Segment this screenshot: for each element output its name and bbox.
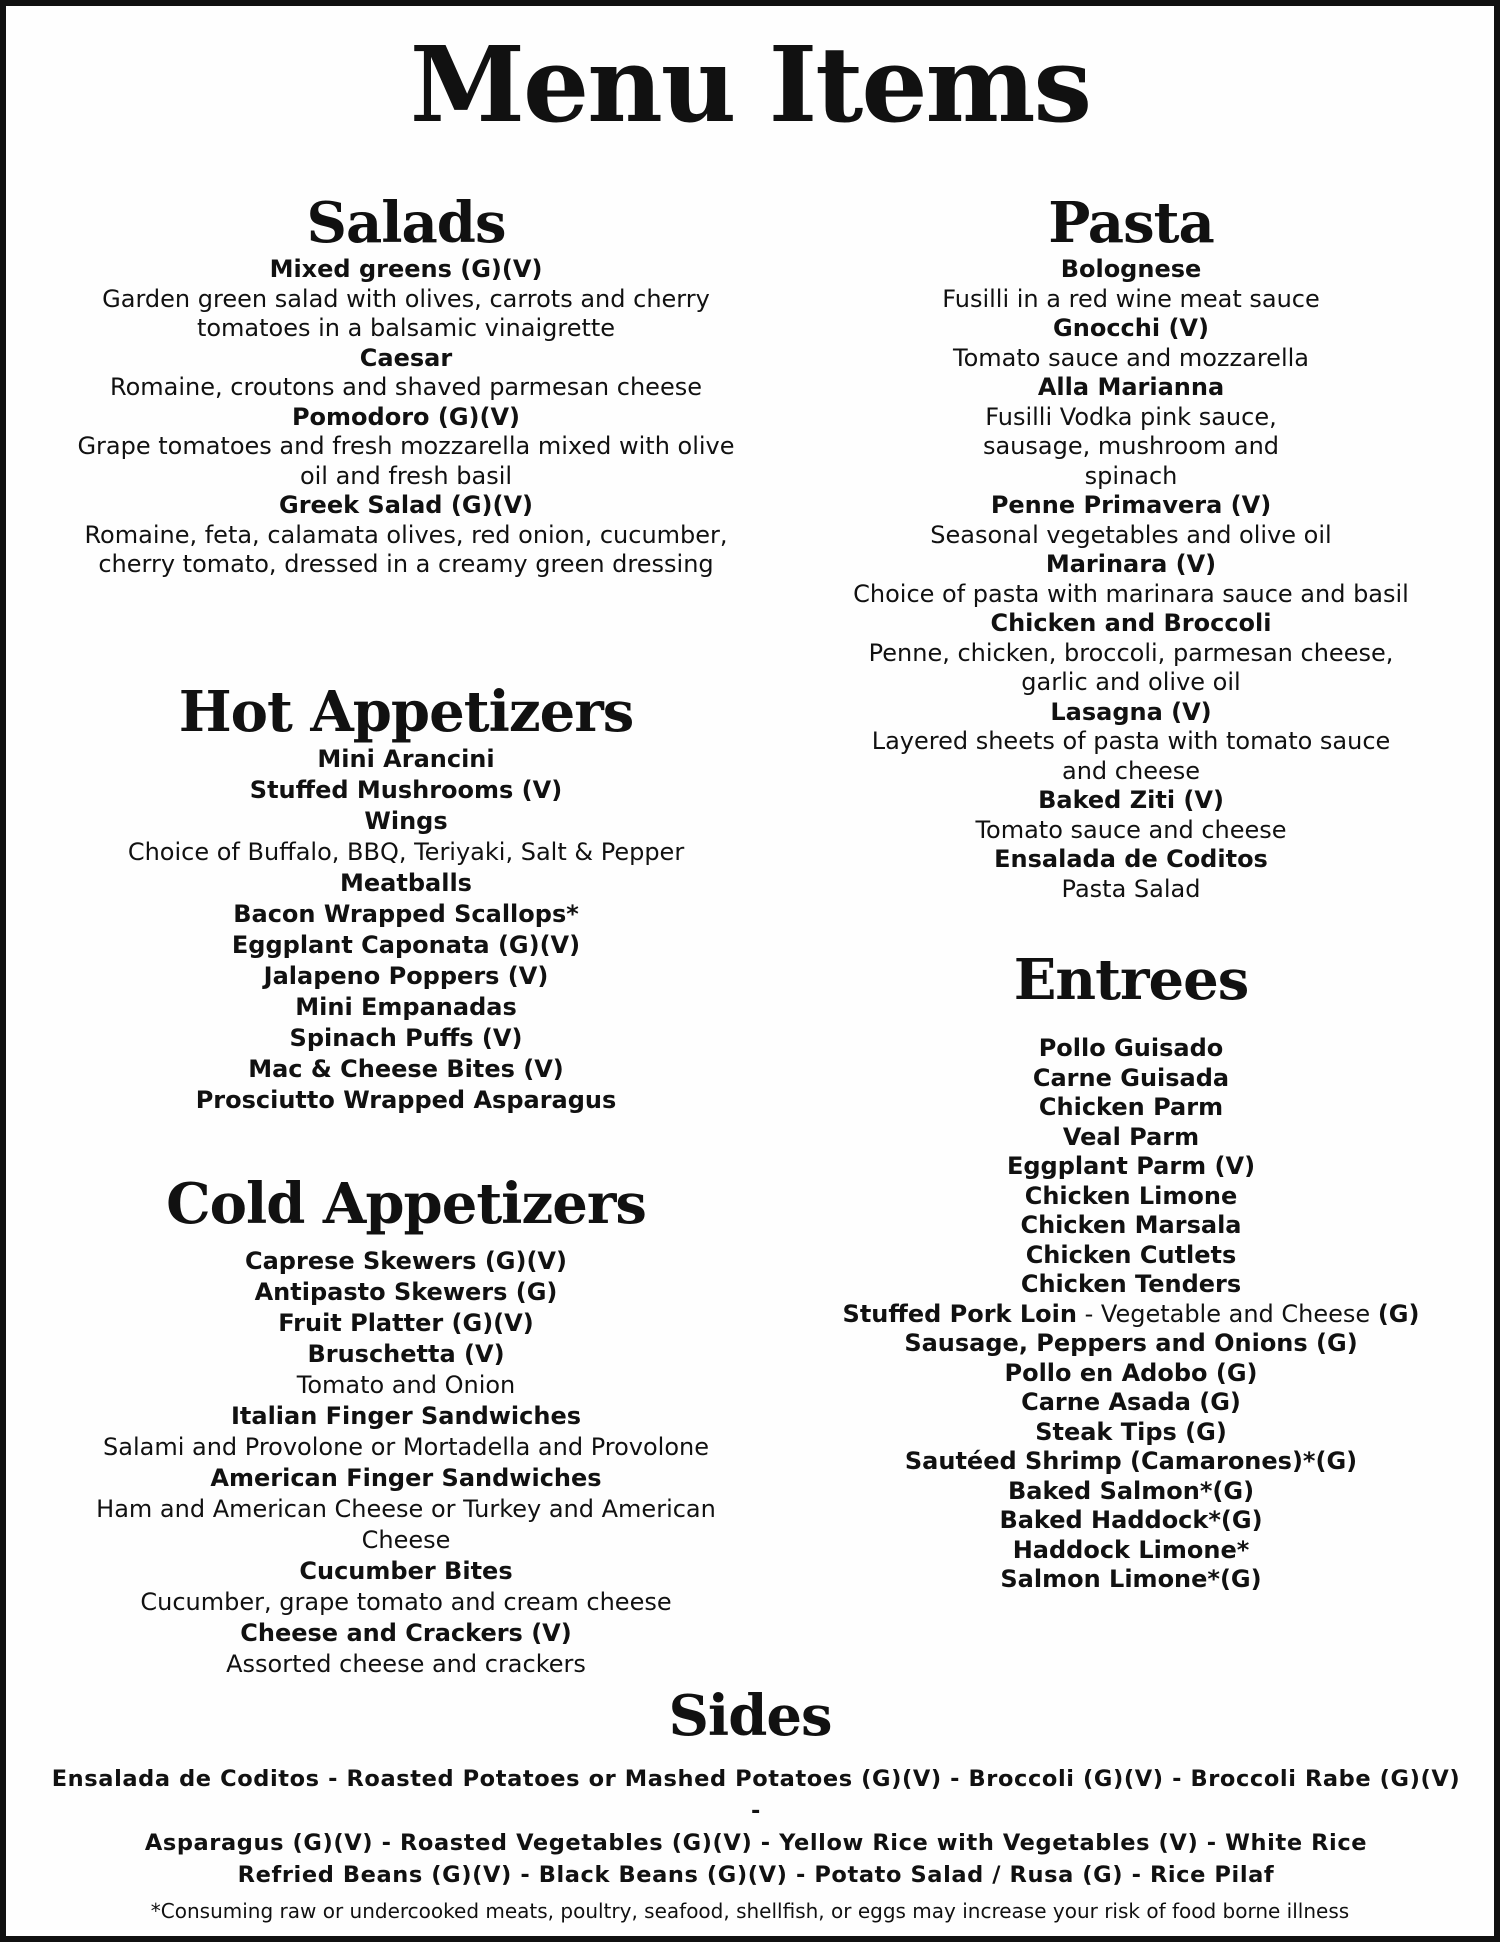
menu-item [56, 491, 756, 580]
entrees-section [811, 948, 1451, 1595]
menu-item: Chicken Marsala [1020, 1211, 1242, 1240]
menu-item: Sausage, Peppers and Onions (G) [904, 1329, 1358, 1358]
menu-item: American Finger Sandwiches [210, 1464, 602, 1493]
item-description: Tomato sauce and cheese [975, 815, 1287, 844]
menu-item: Baked Salmon*(G) [1007, 1476, 1255, 1505]
item-description: Ham and American Cheese or Turkey and American Cheese [96, 1495, 716, 1555]
menu-item: Jalapeno Poppers (V) [263, 962, 549, 991]
menu-item [56, 344, 756, 403]
sides-heading: Sides [668, 1683, 832, 1749]
menu-item: Bacon Wrapped Scallops* [233, 900, 579, 929]
menu-item: Pollo Guisado [1038, 1034, 1224, 1063]
item-description: Penne, chicken, broccoli, parmesan cheese, garlic and olive oil [868, 638, 1394, 697]
item-name: Marinara (V) [1045, 550, 1217, 579]
pasta-heading: Pasta [1048, 190, 1214, 256]
menu-item: Stuffed Mushrooms (V) [249, 776, 563, 805]
item-name: Baked Ziti (V) [1038, 786, 1224, 815]
menu-item [811, 609, 1451, 698]
menu-item [56, 403, 756, 492]
menu-item [811, 314, 1451, 373]
item-name: Caesar [359, 343, 453, 372]
item-description: Cucumber, grape tomato and cream cheese [140, 1588, 672, 1617]
item-description: Seasonal vegetables and olive oil [930, 520, 1332, 549]
menu-item: Prosciutto Wrapped Asparagus [195, 1086, 617, 1115]
salads-section [56, 191, 756, 580]
menu-item: Antipasto Skewers (G) [254, 1278, 558, 1307]
cold-appetizers-section [56, 1172, 756, 1680]
menu-item: Italian Finger Sandwiches [230, 1402, 582, 1431]
cold-appetizers-list [56, 1246, 756, 1680]
item-name: Stuffed Pork Loin [842, 1299, 1077, 1328]
item-description: Fusilli in a red wine meat sauce [942, 284, 1320, 313]
menu-item: Cheese and Crackers (V) [240, 1619, 572, 1648]
item-description: Grape tomatoes and fresh mozzarella mixed with olive oil and fresh basil [77, 432, 735, 490]
item-name: Greek Salad (G)(V) [279, 491, 533, 520]
food-safety-footnote: *Consuming raw or undercooked meats, poultry, seafood, shellfish, or eggs may increase your risk of food borne illness [150, 1899, 1350, 1923]
menu-item: Steak Tips (G) [1035, 1417, 1227, 1446]
menu-item: Baked Haddock*(G) [999, 1506, 1263, 1535]
entrees-list [811, 1034, 1451, 1595]
salads-heading: Salads [306, 190, 506, 256]
sides-line: Refried Beans (G)(V) - Black Beans (G)(V) - Potato Salad / Rusa (G) - Rice Pilaf [237, 1862, 1275, 1888]
menu-item: Cucumber Bites [299, 1557, 513, 1586]
item-description: - Vegetable and Cheese [1076, 1299, 1378, 1328]
menu-item: Chicken Limone [1024, 1181, 1238, 1210]
item-description: Pasta Salad [1061, 874, 1201, 903]
menu-item: Fruit Platter (G)(V) [278, 1309, 534, 1338]
menu-item: Eggplant Caponata (G)(V) [231, 931, 581, 960]
item-description: Romaine, feta, calamata olives, red onion, cucumber, cherry tomato, dressed in a creamy green dressing [84, 520, 728, 579]
page-title: Menu Items [409, 23, 1091, 146]
cold-appetizers-heading: Cold Appetizers [166, 1171, 646, 1237]
pasta-list [811, 255, 1451, 904]
menu-item [811, 491, 1451, 550]
item-description: Salami and Provolone or Mortadella and Provolone [103, 1433, 709, 1462]
item-name: Pomodoro (G)(V) [291, 402, 521, 431]
menu-item: Chicken Tenders [1020, 1270, 1242, 1299]
menu-item [811, 373, 1451, 491]
item-description: Tomato and Onion [296, 1371, 516, 1400]
menu-item: Mini Empanadas [295, 993, 517, 1022]
menu-item: Meatballs [340, 869, 472, 898]
menu-item: Chicken Parm [1038, 1093, 1224, 1122]
item-name: Alla Marianna [1037, 373, 1225, 402]
item-description: Tomato sauce and mozzarella [953, 343, 1309, 372]
pasta-section [811, 191, 1451, 904]
item-description: Romaine, croutons and shaved parmesan cheese [110, 373, 702, 402]
menu-item [811, 845, 1451, 904]
menu-item [811, 786, 1451, 845]
menu-item: Salmon Limone*(G) [1000, 1565, 1262, 1594]
item-name: Chicken and Broccoli [990, 609, 1272, 638]
menu-item [811, 698, 1451, 787]
menu-item: Veal Parm [1062, 1122, 1200, 1151]
item-name: Lasagna (V) [1050, 697, 1212, 726]
menu-item: Carne Guisada [1032, 1063, 1230, 1092]
menu-item: Mini Arancini [317, 745, 495, 774]
item-description: Fusilli Vodka pink sauce, sausage, mushroom and spinach [982, 402, 1280, 490]
menu-item: Pollo en Adobo (G) [1004, 1358, 1258, 1387]
menu-item: Mac & Cheese Bites (V) [248, 1055, 564, 1084]
menu-item [56, 255, 756, 344]
menu-item: Spinach Puffs (V) [289, 1024, 523, 1053]
item-name: Mixed greens (G)(V) [269, 255, 543, 284]
item-name: Bolognese [1060, 255, 1202, 284]
menu-item: Haddock Limone* [1012, 1535, 1250, 1564]
sides-line: Ensalada de Coditos - Roasted Potatoes or Mashed Potatoes (G)(V) - Broccoli (G)(V) - Broccoli Rabe (G)(V) - [51, 1766, 1461, 1824]
item-tag: (G) [1377, 1299, 1420, 1328]
sides-list [46, 1763, 1466, 1891]
hot-appetizers-list [56, 744, 756, 1116]
menu-item: Wings [364, 807, 448, 836]
item-name: Ensalada de Coditos [994, 845, 1268, 874]
menu-item [781, 1300, 1481, 1330]
menu-item: Carne Asada (G) [1021, 1388, 1241, 1417]
menu-item [811, 255, 1451, 314]
menu-item: Sautéed Shrimp (Camarones)*(G) [904, 1447, 1358, 1476]
menu-item: Eggplant Parm (V) [1006, 1152, 1256, 1181]
hot-appetizers-heading: Hot Appetizers [178, 679, 634, 745]
hot-appetizers-section [56, 680, 756, 1116]
item-description: Garden green salad with olives, carrots and cherry tomatoes in a balsamic vinaigrette [102, 284, 710, 343]
item-description: Choice of Buffalo, BBQ, Teriyaki, Salt & Pepper [127, 838, 685, 867]
menu-item: Caprese Skewers (G)(V) [245, 1247, 567, 1276]
item-description: Layered sheets of pasta with tomato sauce and cheese [871, 727, 1391, 785]
item-name: Gnocchi (V) [1053, 314, 1209, 343]
item-name: Penne Primavera (V) [990, 491, 1272, 520]
menu-item: Bruschetta (V) [307, 1340, 505, 1369]
item-description: Assorted cheese and crackers [226, 1650, 586, 1679]
salads-list [56, 255, 756, 580]
sides-line: Asparagus (G)(V) - Roasted Vegetables (G)(V) - Yellow Rice with Vegetables (V) - White Rice [144, 1830, 1368, 1856]
menu-item: Chicken Cutlets [1025, 1240, 1237, 1269]
menu-item [811, 550, 1451, 609]
item-description: Choice of pasta with marinara sauce and basil [853, 579, 1409, 608]
entrees-heading: Entrees [1013, 947, 1249, 1013]
